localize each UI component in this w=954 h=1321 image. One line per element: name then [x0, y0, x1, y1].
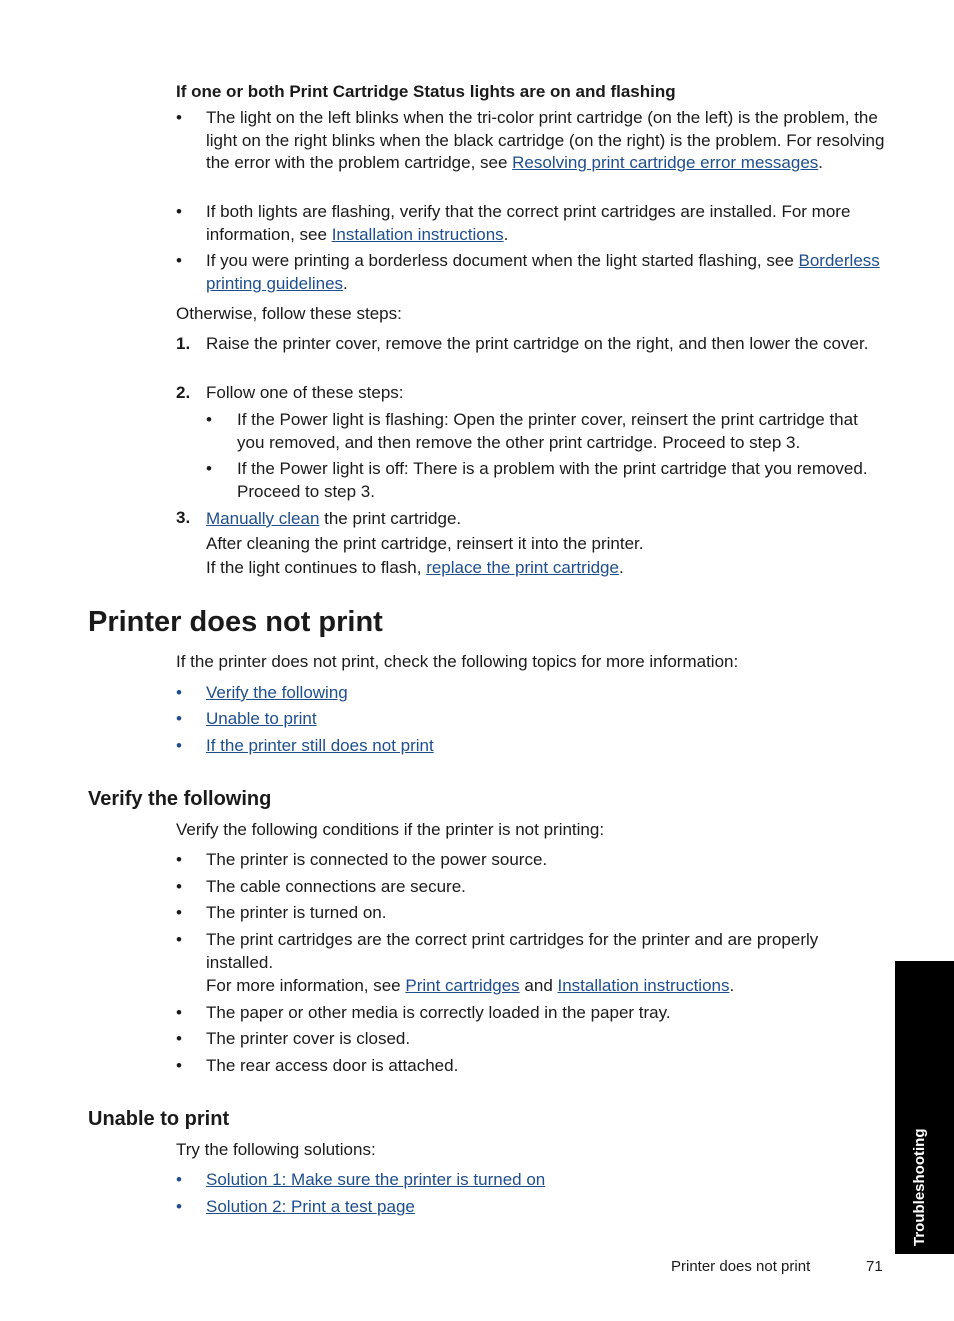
verify-following-link[interactable]: Verify the following: [206, 683, 348, 702]
installation-instructions-link[interactable]: Installation instructions: [557, 976, 730, 995]
list-item: • The light on the left blinks when the tri-color print cartridge (on the left) is the problem, the light on the right blinks when the black cartridge (on the right) is the problem. For resolving the error with the problem cartridge, see Resolving print cartridge error messages.: [176, 108, 885, 172]
resolving-errors-link[interactable]: Resolving print cartridge error messages: [512, 153, 819, 172]
list-item: [176, 735, 886, 759]
bullet: •: [176, 1056, 182, 1075]
bullet: •: [176, 251, 182, 270]
flashing-heading: If one or both Print Cartridge Status lights are on and flashing: [176, 82, 676, 101]
page-number: 71: [866, 1258, 883, 1275]
step-2: 2. Follow one of these steps:: [176, 383, 404, 402]
list-item: • If both lights are flashing, verify that the correct print cartridges are installed. For more information, see Installation instructions.: [176, 202, 851, 244]
unable-to-print-link[interactable]: Unable to print: [206, 709, 317, 728]
unable-intro: Try the following solutions:: [176, 1140, 376, 1159]
list-item: • If you were printing a borderless document when the light started flashing, see Borderless printing guidelines.: [176, 251, 880, 293]
list-item: [176, 708, 886, 732]
borderless-guidelines-link[interactable]: Borderless printing guidelines: [206, 251, 880, 293]
tab-label: Troubleshooting: [911, 1128, 928, 1246]
bullet: •: [176, 1197, 182, 1216]
unable-heading: Unable to print: [88, 1108, 230, 1130]
list-item: [176, 1196, 886, 1220]
bullet: •: [176, 877, 182, 896]
replace-cartridge-link[interactable]: replace the print cartridge: [426, 558, 619, 577]
bullet: •: [176, 850, 182, 869]
print-cartridges-link[interactable]: Print cartridges: [405, 976, 520, 995]
verify-intro: Verify the following conditions if the printer is not printing:: [176, 820, 605, 839]
otherwise-text: Otherwise, follow these steps:: [176, 304, 402, 323]
list-item: • The cable connections are secure.: [176, 876, 886, 900]
bullet: •: [176, 930, 182, 949]
bullet: •: [176, 1029, 182, 1048]
still-does-not-print-link[interactable]: If the printer still does not print: [206, 736, 434, 755]
sub-list-item: • If the Power light is flashing: Open the printer cover, reinsert the print cartridge that you removed, and then remove the other print cartridge. Proceed to step 3.: [206, 410, 858, 452]
bullet: •: [176, 1170, 182, 1189]
troubleshooting-tab: [895, 961, 954, 1254]
footer-section: Printer does not print: [671, 1258, 811, 1275]
step-3: 3. Manually clean the print cartridge. After cleaning the print cartridge, reinsert it into the printer. If the light continues to flash, replace the print cartridge.: [176, 508, 644, 577]
list-item: • The printer is connected to the power source.: [176, 849, 886, 873]
list-item: • The rear access door is attached.: [176, 1055, 886, 1079]
bullet: •: [206, 459, 212, 478]
step-1: 1. Raise the printer cover, remove the print cartridge on the right, and then lower the cover.: [176, 334, 869, 353]
installation-instructions-link[interactable]: Installation instructions: [331, 224, 504, 244]
section-title: Printer does not print: [88, 606, 383, 638]
list-item: • The printer is turned on.: [176, 902, 886, 926]
list-item: • The paper or other media is correctly loaded in the paper tray.: [176, 1002, 886, 1026]
bullet: •: [176, 903, 182, 922]
verify-heading: Verify the following: [88, 788, 272, 810]
list-item: [176, 682, 886, 706]
bullet: •: [176, 1003, 182, 1022]
sub-list-item: • If the Power light is off: There is a problem with the print cartridge that you removed. Proceed to step 3.: [206, 459, 868, 501]
bullet: •: [176, 709, 182, 728]
bullet: •: [176, 108, 182, 127]
solution-2-link[interactable]: Solution 2: Print a test page: [206, 1197, 415, 1216]
bullet: •: [206, 410, 212, 429]
bullet: •: [176, 202, 182, 221]
bullet: •: [176, 736, 182, 755]
list-item: • The print cartridges are the correct print cartridges for the printer and are properly installed. For more information, see Print cartridges and Installation instructions.: [176, 930, 819, 995]
list-item: [176, 1169, 886, 1193]
manually-clean-link[interactable]: Manually clean: [206, 509, 320, 528]
section-intro: If the printer does not print, check the following topics for more information:: [176, 652, 739, 671]
solution-1-link[interactable]: Solution 1: Make sure the printer is turned on: [206, 1170, 546, 1189]
list-item: • The printer cover is closed.: [176, 1028, 886, 1052]
bullet: •: [176, 683, 182, 702]
